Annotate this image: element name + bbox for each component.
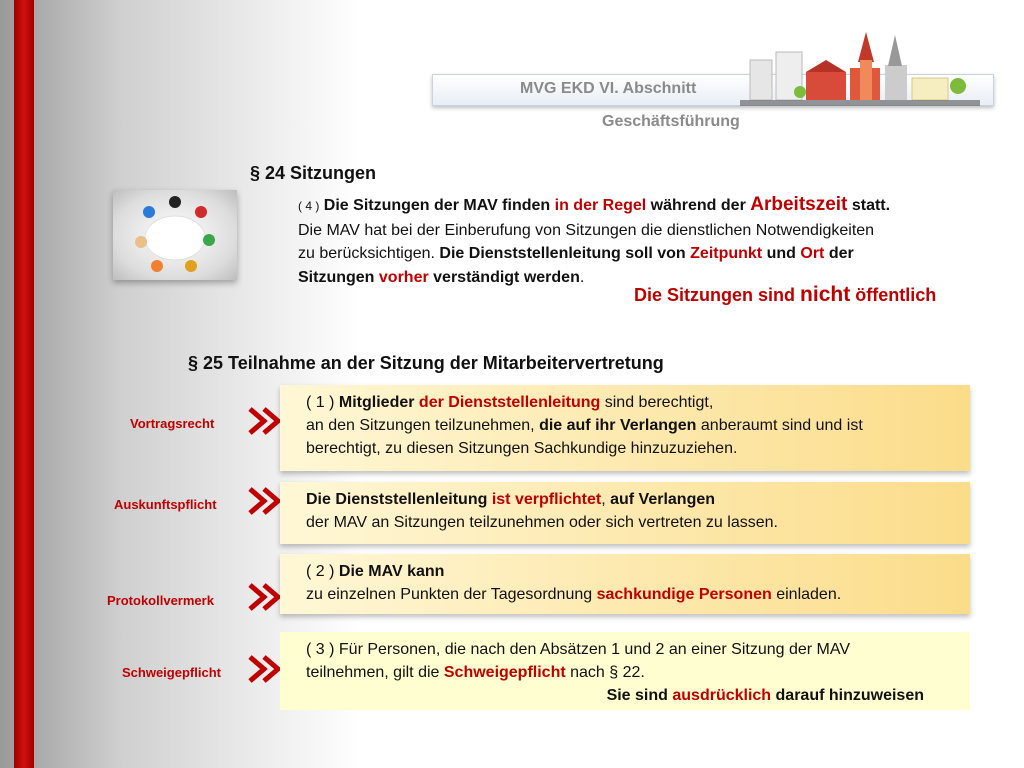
section-25-title: § 25 Teilnahme an der Sitzung der Mitarbeitervertretung: [188, 353, 664, 373]
town-illustration: [740, 30, 990, 120]
not-public-note: Die Sitzungen sind nicht öffentlich: [634, 283, 937, 306]
header-subtitle: Geschäftsführung: [602, 113, 740, 130]
meeting-photo: [113, 190, 237, 280]
meeting-figures-icon: [113, 190, 237, 280]
box-auskunftspflicht: Die Dienststellenleitung ist verpflichtet, auf Verlangen der MAV an Sitzungen teilzunehmen oder sich vertreten zu lassen.: [280, 482, 970, 544]
header-title: MVG EKD VI. Abschnitt: [520, 80, 697, 97]
left-red-bar: [14, 0, 34, 768]
label-vortragsrecht: Vortragsrecht: [130, 416, 215, 431]
section-24-paragraph: ( 4 ) Die Sitzungen der MAV finden in der Regel während der Arbeitszeit statt. Die MAV hat bei der Einberufung von Sitzungen die dienstlichen Notwendigkeiten zu berücksichtigen. Die Dienststellenleitung soll von Zeitpunkt und Ort der Sitzungen vorher verständigt werden.: [298, 194, 891, 286]
label-auskunftspflicht: Auskunftspflicht: [114, 497, 217, 512]
label-schweigepflicht: Schweigepflicht: [122, 665, 221, 680]
label-protokollvermerk: Protokollvermerk: [107, 593, 214, 608]
box-vortragsrecht: ( 1 ) Mitglieder der Dienststellenleitung sind berechtigt, an den Sitzungen teilzunehmen, die auf ihr Verlangen anberaumt sind und ist berechtigt, zu diesen Sitzungen Sachkundige hinzuzuziehen.: [280, 385, 970, 471]
section-24-title: § 24 Sitzungen: [250, 163, 377, 183]
box-protokollvermerk: ( 2 ) Die MAV kann zu einzelnen Punkten der Tagesordnung sachkundige Personen einladen.: [280, 554, 970, 614]
box-schweigepflicht: ( 3 ) Für Personen, die nach den Absätzen 1 und 2 an einer Sitzung der MAV teilnehmen, gilt die Schweigepflicht nach § 22. Sie sind ausdrücklich darauf hinzuweisen: [280, 632, 970, 710]
